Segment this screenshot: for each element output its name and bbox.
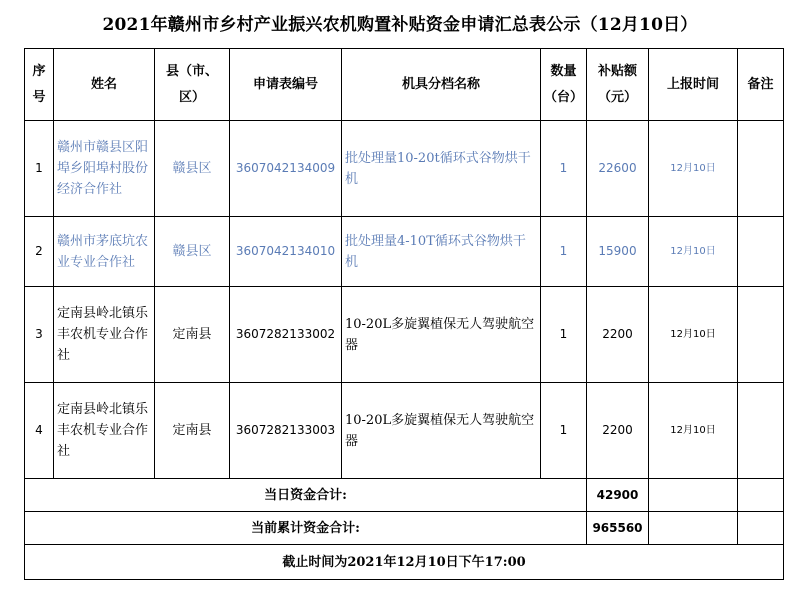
- row-qty-link[interactable]: 1: [541, 121, 587, 217]
- row-report-time-link[interactable]: 12月10日: [649, 217, 738, 287]
- row-report-time: 12月10日: [649, 383, 738, 479]
- row-report-time: 12月10日: [649, 287, 738, 383]
- row-subsidy-link[interactable]: 22600: [587, 121, 649, 217]
- table-row: [25, 383, 784, 479]
- row-index: 3: [25, 287, 54, 383]
- subsidy-table: [24, 48, 784, 580]
- row-machine-link[interactable]: 批处理量10-20t循环式谷物烘干机: [342, 121, 541, 217]
- header-subsidy: 补贴额（元）: [587, 49, 649, 121]
- row-subsidy: 2200: [587, 383, 649, 479]
- cumulative-total-value: 965560: [587, 512, 649, 545]
- cumulative-total-row: [25, 512, 784, 545]
- row-name-link[interactable]: 赣州市赣县区阳埠乡阳埠村股份经济合作社: [54, 121, 155, 217]
- row-remark: [738, 383, 784, 479]
- row-index: 2: [25, 217, 54, 287]
- header-index: 序号: [25, 49, 54, 121]
- header-machine: 机具分档名称: [342, 49, 541, 121]
- daily-total-value: 42900: [587, 479, 649, 512]
- row-qty: 1: [541, 287, 587, 383]
- row-county: 定南县: [155, 383, 230, 479]
- row-qty-link[interactable]: 1: [541, 217, 587, 287]
- row-machine: 10-20L多旋翼植保无人驾驶航空器: [342, 383, 541, 479]
- empty-cell: [649, 512, 738, 545]
- row-index: 4: [25, 383, 54, 479]
- row-form-no-link[interactable]: 3607042134009: [230, 121, 342, 217]
- row-machine: 10-20L多旋翼植保无人驾驶航空器: [342, 287, 541, 383]
- daily-total-row: [25, 479, 784, 512]
- row-index: 1: [25, 121, 54, 217]
- footer-row: [25, 545, 784, 580]
- table-row: [25, 121, 784, 217]
- header-qty: 数量（台）: [541, 49, 587, 121]
- cumulative-total-label: 当前累计资金合计:: [25, 512, 587, 545]
- row-subsidy: 2200: [587, 287, 649, 383]
- empty-cell: [649, 479, 738, 512]
- row-subsidy-link[interactable]: 15900: [587, 217, 649, 287]
- row-form-no: 3607282133002: [230, 287, 342, 383]
- row-remark: [738, 287, 784, 383]
- header-report-time: 上报时间: [649, 49, 738, 121]
- daily-total-label: 当日资金合计:: [25, 479, 587, 512]
- empty-cell: [738, 479, 784, 512]
- page-title: 2021年赣州市乡村产业振兴农机购置补贴资金申请汇总表公示（12月10日）: [102, 15, 698, 35]
- row-qty: 1: [541, 383, 587, 479]
- empty-cell: [738, 512, 784, 545]
- row-machine-link[interactable]: 批处理量4-10T循环式谷物烘干机: [342, 217, 541, 287]
- header-name: 姓名: [54, 49, 155, 121]
- row-form-no-link[interactable]: 3607042134010: [230, 217, 342, 287]
- header-remark: 备注: [738, 49, 784, 121]
- row-name: 定南县岭北镇乐丰农机专业合作社: [54, 287, 155, 383]
- row-form-no: 3607282133003: [230, 383, 342, 479]
- table-row: [25, 217, 784, 287]
- row-county: 定南县: [155, 287, 230, 383]
- table-row: [25, 287, 784, 383]
- table-header-row: [25, 49, 784, 121]
- row-name-link[interactable]: 赣州市茅底坑农业专业合作社: [54, 217, 155, 287]
- row-name: 定南县岭北镇乐丰农机专业合作社: [54, 383, 155, 479]
- header-county: 县（市、区）: [155, 49, 230, 121]
- cutoff-note: 截止时间为2021年12月10日下午17:00: [25, 545, 784, 580]
- row-county-link[interactable]: 赣县区: [155, 217, 230, 287]
- row-county-link[interactable]: 赣县区: [155, 121, 230, 217]
- row-remark: [738, 217, 784, 287]
- row-report-time-link[interactable]: 12月10日: [649, 121, 738, 217]
- row-remark: [738, 121, 784, 217]
- header-form-no: 申请表编号: [230, 49, 342, 121]
